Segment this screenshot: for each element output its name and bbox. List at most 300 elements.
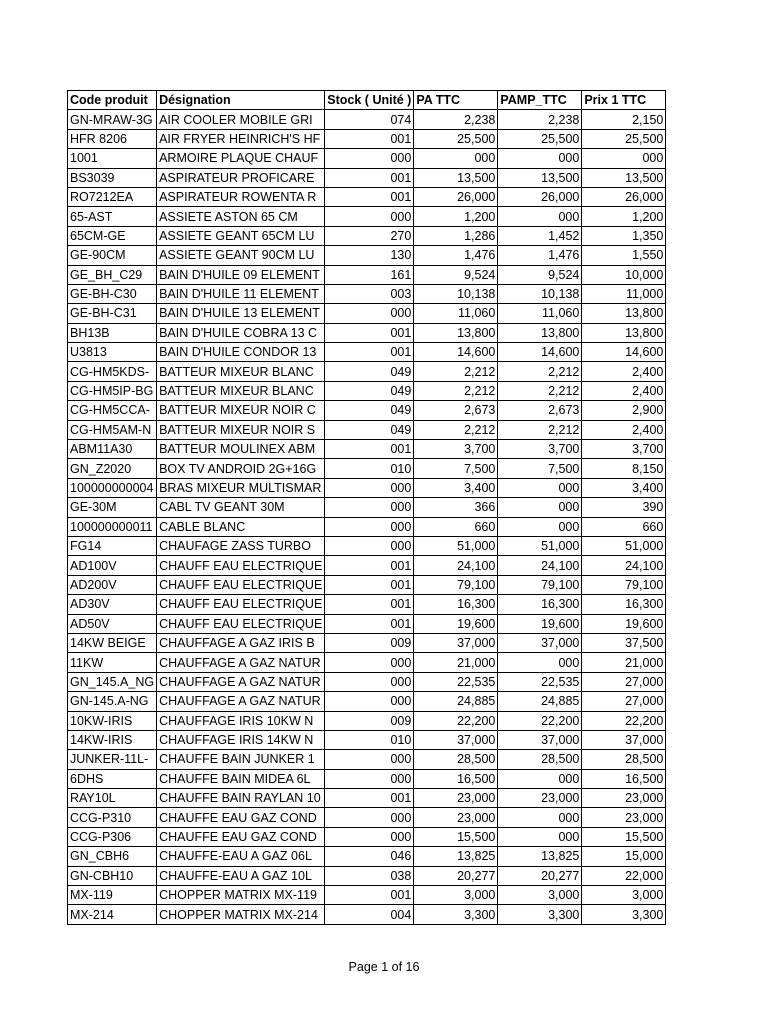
cell-prix-1-ttc: 15,500 [582,827,666,846]
cell-pamp-ttc: 9,524 [498,265,582,284]
table-row [68,246,666,265]
cell-designation: CHAUFFAGE A GAZ IRIS B [157,633,325,652]
cell-code-produit: 100000000004 [68,478,157,497]
cell-code-produit: GN_145.A_NG [68,672,157,691]
cell-stock: 001 [325,168,414,187]
table-row [68,207,666,226]
cell-designation: CHAUFFAGE A GAZ NATUR [157,653,325,672]
cell-pa-ttc: 20,277 [414,866,498,885]
cell-pamp-ttc: 13,800 [498,323,582,342]
cell-prix-1-ttc: 23,000 [582,808,666,827]
cell-pamp-ttc: 22,535 [498,672,582,691]
cell-pamp-ttc: 7,500 [498,459,582,478]
cell-code-produit: BH13B [68,323,157,342]
cell-code-produit: MX-214 [68,905,157,924]
cell-prix-1-ttc: 3,700 [582,440,666,459]
cell-stock: 001 [325,886,414,905]
cell-stock: 001 [325,343,414,362]
cell-designation: BAIN D'HUILE COBRA 13 C [157,323,325,342]
cell-designation: ASSIETE ASTON 65 CM [157,207,325,226]
cell-code-produit: GN-MRAW-3G [68,110,157,129]
cell-pamp-ttc: 3,000 [498,886,582,905]
cell-designation: CHAUFFE BAIN MIDEA 6L [157,769,325,788]
cell-pa-ttc: 25,500 [414,129,498,148]
table-row [68,653,666,672]
cell-prix-1-ttc: 27,000 [582,672,666,691]
cell-prix-1-ttc: 000 [582,149,666,168]
cell-prix-1-ttc: 11,000 [582,284,666,303]
table-row [68,362,666,381]
cell-pa-ttc: 7,500 [414,459,498,478]
cell-pa-ttc: 28,500 [414,750,498,769]
cell-pamp-ttc: 000 [498,498,582,517]
cell-code-produit: CG-HM5KDS- [68,362,157,381]
cell-pamp-ttc: 000 [498,808,582,827]
cell-pamp-ttc: 000 [498,149,582,168]
cell-designation: CHAUFFAGE IRIS 10KW N [157,711,325,730]
cell-code-produit: GN-145.A-NG [68,692,157,711]
cell-pamp-ttc: 000 [498,478,582,497]
cell-designation: CHAUFF EAU ELECTRIQUE [157,575,325,594]
cell-code-produit: HFR 8206 [68,129,157,148]
cell-pamp-ttc: 26,000 [498,187,582,206]
table-row [68,672,666,691]
cell-stock: 000 [325,498,414,517]
cell-pa-ttc: 1,476 [414,246,498,265]
cell-pamp-ttc: 19,600 [498,614,582,633]
cell-code-produit: AD100V [68,556,157,575]
cell-stock: 001 [325,789,414,808]
cell-designation: ASSIETE GEANT 90CM LU [157,246,325,265]
cell-pamp-ttc: 000 [498,653,582,672]
cell-stock: 000 [325,692,414,711]
cell-pa-ttc: 1,286 [414,226,498,245]
table-row [68,711,666,730]
cell-designation: BATTEUR MIXEUR NOIR S [157,420,325,439]
cell-code-produit: GN-CBH10 [68,866,157,885]
cell-pamp-ttc: 2,212 [498,362,582,381]
cell-prix-1-ttc: 26,000 [582,187,666,206]
header-prix-1-ttc: Prix 1 TTC [582,91,666,110]
cell-designation: ASPIRATEUR ROWENTA R [157,187,325,206]
cell-pa-ttc: 24,100 [414,556,498,575]
cell-stock: 000 [325,304,414,323]
cell-designation: CHAUFF EAU ELECTRIQUE [157,556,325,575]
cell-code-produit: CCG-P310 [68,808,157,827]
cell-prix-1-ttc: 13,800 [582,323,666,342]
cell-prix-1-ttc: 79,100 [582,575,666,594]
cell-prix-1-ttc: 8,150 [582,459,666,478]
cell-pamp-ttc: 2,238 [498,110,582,129]
cell-pa-ttc: 1,200 [414,207,498,226]
cell-designation: CHAUFFE-EAU A GAZ 10L [157,866,325,885]
table-row [68,536,666,555]
cell-stock: 049 [325,401,414,420]
cell-prix-1-ttc: 3,000 [582,886,666,905]
cell-code-produit: GN_Z2020 [68,459,157,478]
cell-code-produit: 11KW [68,653,157,672]
table-row [68,478,666,497]
cell-code-produit: RAY10L [68,789,157,808]
cell-pamp-ttc: 3,700 [498,440,582,459]
cell-pa-ttc: 3,400 [414,478,498,497]
cell-code-produit: MX-119 [68,886,157,905]
cell-stock: 001 [325,614,414,633]
cell-code-produit: CG-HM5IP-BG [68,381,157,400]
cell-code-produit: BS3039 [68,168,157,187]
cell-code-produit: GE-BH-C31 [68,304,157,323]
cell-designation: CHAUFFE BAIN JUNKER 1 [157,750,325,769]
cell-designation: BATTEUR MIXEUR BLANC [157,381,325,400]
cell-pa-ttc: 14,600 [414,343,498,362]
cell-pamp-ttc: 37,000 [498,633,582,652]
cell-designation: CHOPPER MATRIX MX-119 [157,886,325,905]
cell-pamp-ttc: 000 [498,769,582,788]
cell-code-produit: 65-AST [68,207,157,226]
cell-prix-1-ttc: 1,350 [582,226,666,245]
cell-pamp-ttc: 79,100 [498,575,582,594]
cell-pa-ttc: 000 [414,149,498,168]
cell-stock: 001 [325,323,414,342]
cell-prix-1-ttc: 15,000 [582,847,666,866]
table-row [68,284,666,303]
cell-pamp-ttc: 24,100 [498,556,582,575]
cell-code-produit: GE-BH-C30 [68,284,157,303]
table-row [68,459,666,478]
cell-designation: AIR FRYER HEINRICH'S HF [157,129,325,148]
cell-pamp-ttc: 11,060 [498,304,582,323]
cell-pa-ttc: 16,300 [414,595,498,614]
cell-prix-1-ttc: 22,000 [582,866,666,885]
cell-stock: 046 [325,847,414,866]
cell-pa-ttc: 13,825 [414,847,498,866]
cell-stock: 000 [325,653,414,672]
cell-designation: BAIN D'HUILE 09 ELEMENT [157,265,325,284]
table-row [68,265,666,284]
cell-code-produit: 1001 [68,149,157,168]
cell-stock: 130 [325,246,414,265]
table-body [68,110,666,924]
cell-code-produit: AD200V [68,575,157,594]
cell-pa-ttc: 9,524 [414,265,498,284]
cell-prix-1-ttc: 23,000 [582,789,666,808]
cell-prix-1-ttc: 3,300 [582,905,666,924]
cell-code-produit: 100000000011 [68,517,157,536]
table-row [68,692,666,711]
cell-stock: 000 [325,149,414,168]
cell-prix-1-ttc: 390 [582,498,666,517]
cell-prix-1-ttc: 16,300 [582,595,666,614]
cell-pa-ttc: 22,200 [414,711,498,730]
cell-stock: 049 [325,381,414,400]
cell-designation: BAIN D'HUILE 13 ELEMENT [157,304,325,323]
cell-code-produit: CCG-P306 [68,827,157,846]
table-row [68,847,666,866]
table-row [68,769,666,788]
cell-pamp-ttc: 2,212 [498,420,582,439]
cell-stock: 000 [325,808,414,827]
cell-designation: CABLE BLANC [157,517,325,536]
cell-code-produit: FG14 [68,536,157,555]
stock-table [67,90,666,925]
cell-pamp-ttc: 22,200 [498,711,582,730]
header-pamp-ttc: PAMP_TTC [498,91,582,110]
cell-stock: 010 [325,730,414,749]
cell-pa-ttc: 13,500 [414,168,498,187]
cell-code-produit: ABM11A30 [68,440,157,459]
cell-pa-ttc: 3,700 [414,440,498,459]
table-row [68,827,666,846]
cell-pa-ttc: 2,212 [414,381,498,400]
table-row [68,498,666,517]
cell-designation: CHAUFFAGE A GAZ NATUR [157,692,325,711]
cell-stock: 074 [325,110,414,129]
table-row [68,575,666,594]
table-row [68,304,666,323]
cell-code-produit: RO7212EA [68,187,157,206]
cell-stock: 001 [325,187,414,206]
cell-stock: 001 [325,440,414,459]
cell-pa-ttc: 79,100 [414,575,498,594]
cell-code-produit: 14KW-IRIS [68,730,157,749]
cell-pa-ttc: 3,000 [414,886,498,905]
cell-prix-1-ttc: 1,200 [582,207,666,226]
cell-pamp-ttc: 13,500 [498,168,582,187]
cell-pa-ttc: 21,000 [414,653,498,672]
table-row [68,110,666,129]
cell-prix-1-ttc: 27,000 [582,692,666,711]
page-number: Page 1 of 16 [348,960,420,974]
cell-prix-1-ttc: 28,500 [582,750,666,769]
cell-pa-ttc: 23,000 [414,808,498,827]
table-row [68,168,666,187]
cell-stock: 270 [325,226,414,245]
cell-pamp-ttc: 20,277 [498,866,582,885]
cell-pamp-ttc: 37,000 [498,730,582,749]
cell-stock: 001 [325,556,414,575]
cell-stock: 000 [325,750,414,769]
cell-designation: BATTEUR MIXEUR NOIR C [157,401,325,420]
cell-designation: CHAUFFAGE A GAZ NATUR [157,672,325,691]
cell-pa-ttc: 366 [414,498,498,517]
cell-code-produit: JUNKER-11L- [68,750,157,769]
table-row [68,149,666,168]
cell-pamp-ttc: 24,885 [498,692,582,711]
table-row [68,187,666,206]
cell-code-produit: CG-HM5CCA- [68,401,157,420]
table-row [68,750,666,769]
cell-pamp-ttc: 25,500 [498,129,582,148]
cell-designation: ASSIETE GEANT 65CM LU [157,226,325,245]
cell-prix-1-ttc: 660 [582,517,666,536]
cell-stock: 049 [325,362,414,381]
table-row [68,886,666,905]
cell-designation: CHOPPER MATRIX MX-214 [157,905,325,924]
table-row [68,401,666,420]
header-stock: Stock ( Unité ) [325,91,414,110]
cell-prix-1-ttc: 25,500 [582,129,666,148]
cell-stock: 001 [325,129,414,148]
cell-stock: 161 [325,265,414,284]
cell-pa-ttc: 15,500 [414,827,498,846]
cell-stock: 004 [325,905,414,924]
cell-stock: 000 [325,827,414,846]
cell-stock: 001 [325,595,414,614]
table-row [68,614,666,633]
cell-stock: 000 [325,207,414,226]
cell-designation: CHAUFFE-EAU A GAZ 06L [157,847,325,866]
cell-pa-ttc: 13,800 [414,323,498,342]
cell-pamp-ttc: 2,673 [498,401,582,420]
cell-code-produit: 6DHS [68,769,157,788]
cell-prix-1-ttc: 13,500 [582,168,666,187]
cell-pa-ttc: 16,500 [414,769,498,788]
cell-pamp-ttc: 16,300 [498,595,582,614]
cell-prix-1-ttc: 2,150 [582,110,666,129]
cell-pa-ttc: 2,212 [414,420,498,439]
cell-designation: ASPIRATEUR PROFICARE [157,168,325,187]
cell-designation: BAIN D'HUILE 11 ELEMENT [157,284,325,303]
table-row [68,420,666,439]
cell-pamp-ttc: 10,138 [498,284,582,303]
cell-stock: 000 [325,672,414,691]
cell-prix-1-ttc: 2,900 [582,401,666,420]
cell-code-produit: CG-HM5AM-N [68,420,157,439]
table-row [68,556,666,575]
table-row [68,440,666,459]
cell-prix-1-ttc: 37,500 [582,633,666,652]
cell-prix-1-ttc: 13,800 [582,304,666,323]
cell-stock: 010 [325,459,414,478]
table-row [68,129,666,148]
cell-pa-ttc: 23,000 [414,789,498,808]
cell-stock: 038 [325,866,414,885]
cell-code-produit: U3813 [68,343,157,362]
cell-pamp-ttc: 000 [498,827,582,846]
cell-designation: CHAUFF EAU ELECTRIQUE [157,614,325,633]
table-row [68,633,666,652]
table-row [68,226,666,245]
cell-prix-1-ttc: 37,000 [582,730,666,749]
table-row [68,343,666,362]
cell-prix-1-ttc: 2,400 [582,420,666,439]
table-row [68,866,666,885]
cell-prix-1-ttc: 22,200 [582,711,666,730]
cell-pa-ttc: 51,000 [414,536,498,555]
cell-stock: 009 [325,633,414,652]
cell-pamp-ttc: 14,600 [498,343,582,362]
cell-designation: CHAUFAGE ZASS TURBO [157,536,325,555]
cell-code-produit: GE_BH_C29 [68,265,157,284]
cell-pamp-ttc: 3,300 [498,905,582,924]
header-code-produit: Code produit [68,91,157,110]
cell-stock: 000 [325,478,414,497]
cell-prix-1-ttc: 21,000 [582,653,666,672]
cell-pa-ttc: 37,000 [414,730,498,749]
cell-prix-1-ttc: 19,600 [582,614,666,633]
table-row [68,789,666,808]
header-designation: Désignation [157,91,325,110]
cell-designation: CHAUFFE EAU GAZ COND [157,808,325,827]
cell-pa-ttc: 24,885 [414,692,498,711]
table-row [68,517,666,536]
cell-pamp-ttc: 1,476 [498,246,582,265]
cell-prix-1-ttc: 2,400 [582,381,666,400]
cell-stock: 009 [325,711,414,730]
header-row [68,91,666,110]
cell-pa-ttc: 10,138 [414,284,498,303]
cell-prix-1-ttc: 1,550 [582,246,666,265]
cell-prix-1-ttc: 16,500 [582,769,666,788]
cell-code-produit: 14KW BEIGE [68,633,157,652]
header-pa-ttc: PA TTC [414,91,498,110]
cell-code-produit: AD30V [68,595,157,614]
cell-code-produit: AD50V [68,614,157,633]
cell-designation: CHAUFF EAU ELECTRIQUE [157,595,325,614]
cell-designation: BRAS MIXEUR MULTISMAR [157,478,325,497]
cell-pamp-ttc: 13,825 [498,847,582,866]
cell-pa-ttc: 37,000 [414,633,498,652]
cell-designation: AIR COOLER MOBILE GRI [157,110,325,129]
cell-designation: BOX TV ANDROID 2G+16G [157,459,325,478]
cell-pa-ttc: 22,535 [414,672,498,691]
cell-designation: BATTEUR MOULINEX ABM [157,440,325,459]
cell-pamp-ttc: 000 [498,207,582,226]
table-row [68,808,666,827]
cell-designation: BAIN D'HUILE CONDOR 13 [157,343,325,362]
cell-pa-ttc: 660 [414,517,498,536]
cell-pa-ttc: 11,060 [414,304,498,323]
table-row [68,905,666,924]
cell-designation: CHAUFFE BAIN RAYLAN 10 [157,789,325,808]
cell-designation: ARMOIRE PLAQUE CHAUF [157,149,325,168]
table-row [68,381,666,400]
cell-stock: 000 [325,769,414,788]
cell-pamp-ttc: 2,212 [498,381,582,400]
cell-prix-1-ttc: 10,000 [582,265,666,284]
cell-code-produit: GE-30M [68,498,157,517]
cell-pa-ttc: 2,673 [414,401,498,420]
table-row [68,730,666,749]
cell-stock: 003 [325,284,414,303]
table-row [68,323,666,342]
cell-pamp-ttc: 28,500 [498,750,582,769]
cell-prix-1-ttc: 14,600 [582,343,666,362]
cell-stock: 000 [325,536,414,555]
cell-pa-ttc: 26,000 [414,187,498,206]
cell-prix-1-ttc: 24,100 [582,556,666,575]
cell-prix-1-ttc: 51,000 [582,536,666,555]
cell-pamp-ttc: 1,452 [498,226,582,245]
cell-code-produit: 10KW-IRIS [68,711,157,730]
cell-designation: CHAUFFAGE IRIS 14KW N [157,730,325,749]
cell-stock: 000 [325,517,414,536]
cell-pamp-ttc: 23,000 [498,789,582,808]
cell-stock: 001 [325,575,414,594]
cell-pa-ttc: 2,212 [414,362,498,381]
cell-code-produit: GE-90CM [68,246,157,265]
cell-code-produit: GN_CBH6 [68,847,157,866]
cell-pamp-ttc: 51,000 [498,536,582,555]
cell-pamp-ttc: 000 [498,517,582,536]
cell-designation: CHAUFFE EAU GAZ COND [157,827,325,846]
cell-prix-1-ttc: 3,400 [582,478,666,497]
cell-pa-ttc: 19,600 [414,614,498,633]
cell-pa-ttc: 2,238 [414,110,498,129]
table-row [68,595,666,614]
cell-code-produit: 65CM-GE [68,226,157,245]
cell-designation: BATTEUR MIXEUR BLANC [157,362,325,381]
